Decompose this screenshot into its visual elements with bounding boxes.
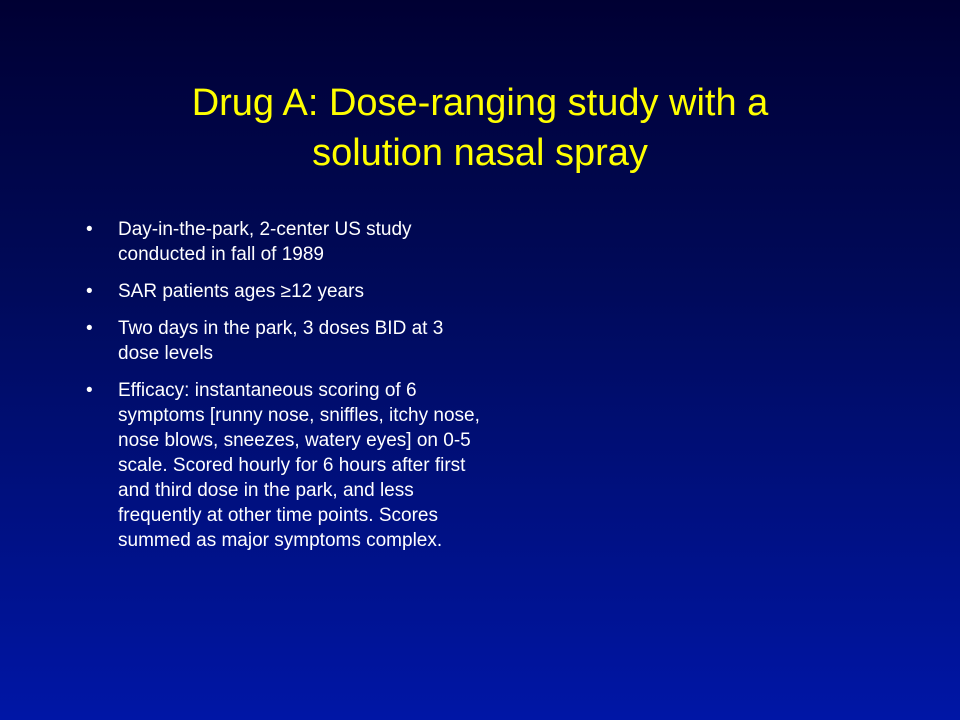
- bullet-icon: •: [86, 318, 93, 339]
- bullet-item: [86, 217, 486, 267]
- bullet-text: SAR patients ages ≥12 years: [118, 281, 364, 302]
- slide-title-line-2: solution nasal spray: [312, 132, 648, 174]
- bullet-icon: •: [86, 219, 93, 240]
- slide-title-line-1: Drug A: Dose-ranging study with a: [191, 82, 769, 124]
- bullet-item: [86, 316, 486, 366]
- bullet-text: Efficacy: instantaneous scoring of 6 symptoms [runny nose, sniffles, itchy nose, nose blows, sneezes, watery eyes] on 0-5 scale. Scored hourly for 6 hours after first and third dose in the park, and less frequently at other time points. Scores summed as major symptoms complex.: [118, 380, 480, 551]
- bullet-icon: •: [86, 380, 93, 401]
- bullet-text: Two days in the park, 3 doses BID at 3 dose levels: [118, 318, 444, 364]
- bullet-text: Day-in-the-park, 2-center US study conducted in fall of 1989: [118, 219, 412, 265]
- bullet-item: [86, 378, 486, 553]
- bullet-item: [86, 279, 486, 304]
- bullet-icon: •: [86, 281, 93, 302]
- slide-title: [70, 78, 890, 178]
- bullet-list: [86, 217, 486, 565]
